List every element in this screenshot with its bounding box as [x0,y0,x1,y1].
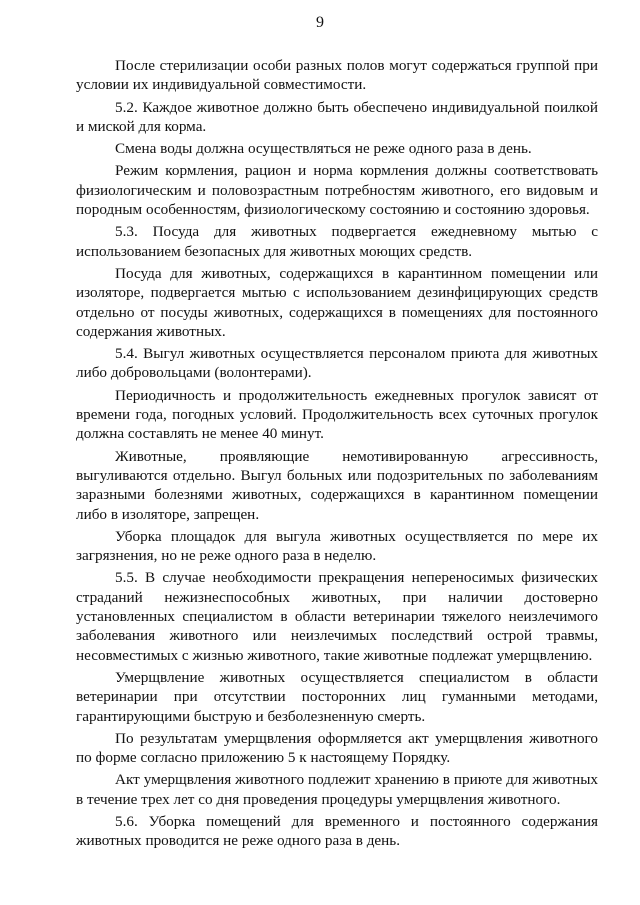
paragraph: Посуда для животных, содержащихся в карантинном помещении или изоляторе, подвергается мытью с использованием дезинфицирующих средств отдельно от посуды животных, содержащихся в помещениях для постоянного содержания животных. [76,264,598,340]
paragraph: После стерилизации особи разных полов могут содержаться группой при условии их индивидуальной совместимости. [76,57,598,94]
paragraph: Уборка площадок для выгула животных осуществляется по мере их загрязнения, но не реже одного раза в неделю. [76,527,598,565]
paragraph: 5.2. Каждое животное должно быть обеспечено индивидуальной поилкой и миской для корма. [76,98,598,135]
paragraph: Акт умерщвления животного подлежит хранению в приюте для животных в течение трех лет со дня проведения процедуры умерщвления животного. [76,771,598,808]
paragraph: Животные, проявляющие немотивированную агрессивность, выгуливаются отдельно. Выгул больных или подозрительных по заболеваниям заразными болезнями животных, содержащихся в карантинном помещении либо в изоляторе, запрещен. [76,447,598,523]
paragraph: 5.3. Посуда для животных подвергается ежедневному мытью с использованием безопасных для животных моющих средств. [76,223,598,260]
paragraph: 5.5. В случае необходимости прекращения непереносимых физических страданий нежизнеспособных животных, при наличии достоверно установленных специалистом в области ветеринарии тяжелого неизлечимого заболевания животного или неизлечимых последствий острой травмы, несовместимых с жизнью животного, такие животные подлежат умерщвлению. [76,569,598,664]
paragraph: 5.4. Выгул животных осуществляется персоналом приюта для животных либо добровольцами (волонтерами). [76,345,598,382]
paragraph: Режим кормления, рацион и норма кормления должны соответствовать физиологическим и половозрастным потребностям животного, его видовым и породным особенностям, физиологическому состоянию и состоянию здоровья. [76,162,598,219]
paragraph: 5.6. Уборка помещений для временного и постоянного содержания животных проводится не реже одного раза в день. [76,812,598,850]
paragraph: Смена воды должна осуществляться не реже одного раза в день. [115,140,532,158]
paragraph: По результатам умерщвления оформляется акт умерщвления животного по форме согласно приложению 5 к настоящему Порядку. [76,729,598,767]
document-body [76,56,598,854]
paragraph: Периодичность и продолжительность ежедневных прогулок зависят от времени года, погодных условий. Продолжительность всех суточных прогулок должна составлять не менее 40 минут. [76,386,598,443]
paragraph: Умерщвление животных осуществляется специалистом в области ветеринарии при отсутствии посторонних лиц гуманными методами, гарантирующими быструю и безболезненную смерть. [76,668,598,725]
page-number: 9 [316,14,324,31]
